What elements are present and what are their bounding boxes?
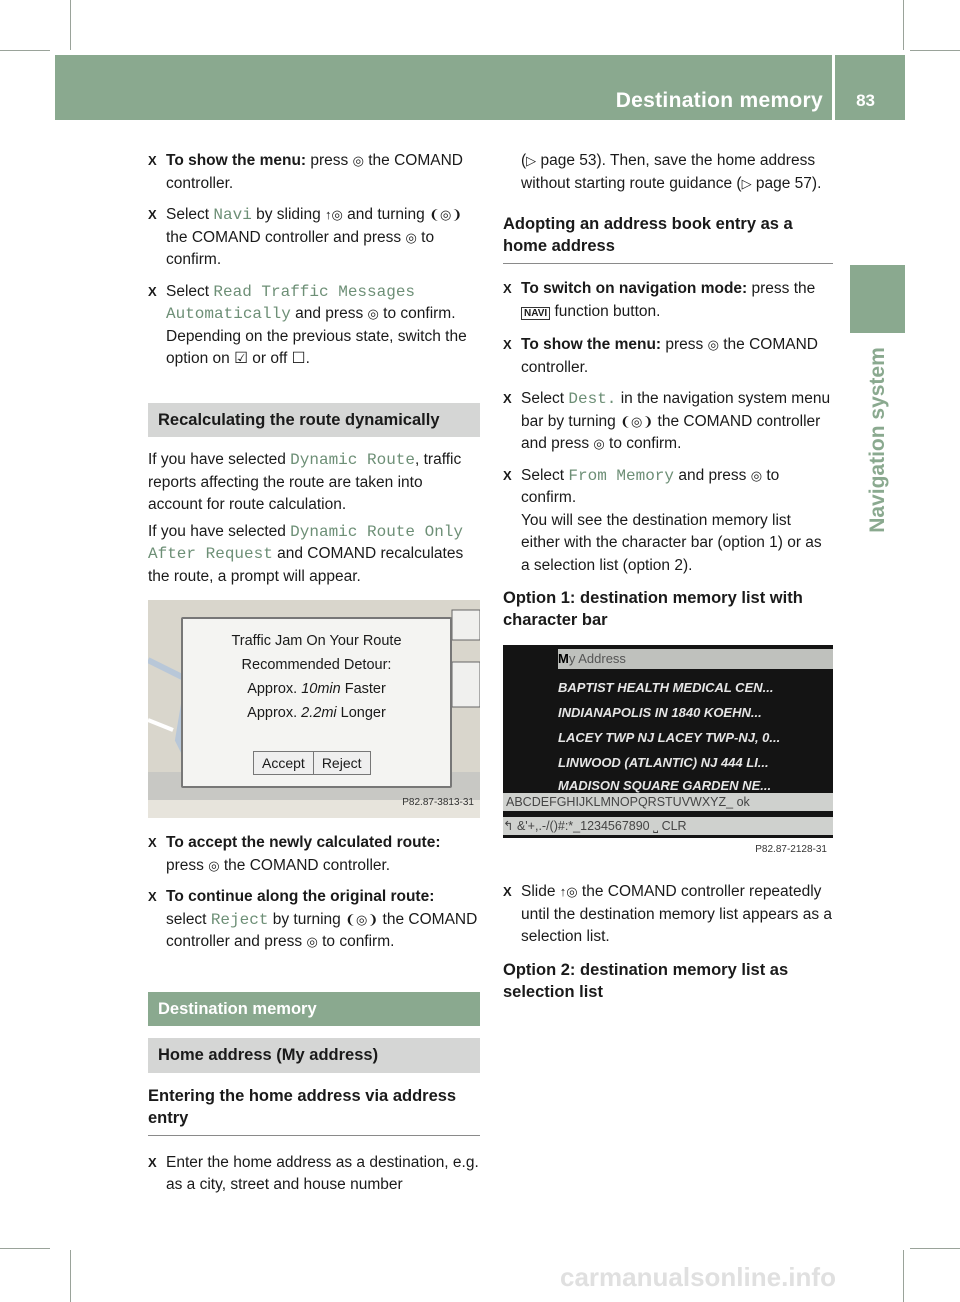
- page-header: [55, 55, 905, 120]
- press-controller-icon: ◎: [593, 436, 605, 451]
- header-divider: [832, 55, 835, 120]
- text: select: [166, 910, 211, 928]
- section-heading-recalc: Recalculating the route dynamically: [148, 403, 480, 438]
- crop-mark: [0, 1248, 50, 1249]
- text: to confirm.: [378, 305, 456, 322]
- step-marker: X: [148, 889, 157, 904]
- text: the COMAND controller.: [521, 336, 818, 376]
- menu-term-navi: Navi: [213, 206, 252, 224]
- step-enter-home: [148, 1152, 480, 1197]
- menu-term-reject: Reject: [210, 910, 269, 929]
- step-label: To switch on navigation mode:: [521, 280, 748, 297]
- character-bar-symbols[interactable]: ↰ &'+,.-/()#:*_1234567890 ⎵ CLR: [503, 817, 833, 835]
- menu-term-dynamic-route-request: Dynamic Route Only After Request: [148, 522, 463, 563]
- paragraph: [148, 449, 480, 517]
- press-controller-icon: ◎: [306, 934, 318, 949]
- text: and turning: [342, 206, 430, 223]
- text: in the navigation system menu bar by turning: [521, 390, 831, 430]
- text: Select: [521, 390, 569, 407]
- text: If you have selected: [148, 451, 291, 468]
- address-field[interactable]: [558, 649, 833, 669]
- figure-caption: P82.87-3813-31: [402, 796, 474, 808]
- step-label: To show the menu:: [166, 152, 307, 169]
- character-bar[interactable]: ABCDEFGHIJKLMNOPQRSTUVWXYZ_ ok: [503, 793, 833, 811]
- text: You will see the destination memory list either with the character bar (option 1) or as a selection list (option 2).: [521, 511, 822, 574]
- right-column: [503, 150, 833, 1011]
- memory-row[interactable]: LINWOOD (ATLANTIC) NJ 444 LI...: [558, 755, 769, 770]
- text: Depending on the previous state, switch the option on: [166, 327, 467, 367]
- dialog-longer: [183, 701, 450, 725]
- step-marker: X: [503, 467, 512, 483]
- step-select-dest: [503, 388, 833, 456]
- press-controller-icon: ◎: [367, 306, 379, 321]
- step-marker: X: [148, 207, 157, 222]
- subheading-adopt: Adopting an address book entry as a home address: [503, 213, 833, 264]
- memory-row[interactable]: BAPTIST HEALTH MEDICAL CEN...: [558, 680, 774, 695]
- press-controller-icon: ◎: [707, 337, 719, 352]
- memory-row[interactable]: MADISON SQUARE GARDEN NE...: [558, 778, 772, 793]
- text: press the: [747, 280, 816, 297]
- subheading-option2: Option 2: destination memory list as selection list: [503, 960, 789, 1001]
- left-column: [148, 150, 480, 1206]
- text: Select: [521, 466, 569, 484]
- step-marker: X: [148, 283, 157, 299]
- crop-mark: [910, 50, 960, 51]
- step-switch-nav: [503, 278, 833, 325]
- text: 2.2mi: [301, 705, 337, 721]
- step-slide: [503, 881, 833, 949]
- memory-row[interactable]: INDIANAPOLIS IN 1840 KOEHN...: [558, 705, 762, 720]
- step-marker: X: [503, 884, 512, 899]
- press-controller-icon: ◎: [208, 857, 220, 873]
- dialog-subtitle: Recommended Detour:: [241, 657, 392, 673]
- crop-mark: [910, 1248, 960, 1249]
- text: to confirm.: [317, 933, 395, 950]
- text: .: [305, 350, 310, 367]
- checkbox-off-icon: ☐: [291, 350, 306, 367]
- turn-controller-icon: ❨◎❩: [345, 911, 379, 927]
- text: by sliding: [251, 206, 326, 223]
- side-tab-block: [850, 265, 905, 333]
- text: the COMAND controller and press: [166, 228, 406, 246]
- step-label: To accept the newly calculated route:: [166, 834, 441, 851]
- text: Faster: [340, 681, 386, 697]
- text: Slide: [521, 883, 560, 900]
- dialog-faster: [183, 677, 450, 701]
- text: page 57).: [751, 174, 822, 192]
- page-ref-icon: ▷: [741, 175, 752, 191]
- text: and COMAND recalculates the route, a prompt will appear.: [148, 545, 464, 585]
- text: y Address: [568, 651, 626, 666]
- slide-controller-icon: ↑◎: [559, 884, 578, 899]
- reject-button[interactable]: Reject: [313, 752, 370, 774]
- text: Enter the home address as a destination, e.g. as a city, street and house number: [166, 1153, 479, 1193]
- text: by turning: [268, 910, 346, 928]
- step-continue-route: [148, 886, 480, 954]
- text: and press: [674, 466, 751, 484]
- text: Select: [166, 206, 214, 223]
- section-heading-destination: Destination memory: [148, 992, 480, 1027]
- text: If you have selected: [148, 522, 291, 540]
- text: Longer: [336, 705, 386, 721]
- text: the COMAND controller repeatedly until the destination memory list appears as a selection list.: [521, 883, 833, 945]
- section-heading-home: Home address (My address): [148, 1038, 480, 1073]
- text: Approx.: [247, 705, 302, 721]
- turn-controller-icon: ❨◎❩: [620, 413, 654, 429]
- traffic-jam-dialog: [181, 617, 452, 788]
- text: function button.: [550, 302, 661, 320]
- text: the COMAND controller.: [166, 152, 463, 192]
- text: and press: [290, 305, 368, 322]
- text: press: [306, 152, 353, 169]
- step-select-memory: [503, 465, 833, 578]
- header-title: Destination memory: [615, 89, 823, 112]
- text: to confirm.: [166, 228, 435, 268]
- figure-traffic-jam: [148, 600, 480, 818]
- memory-row[interactable]: LACEY TWP NJ LACEY TWP-NJ, 0...: [558, 730, 781, 745]
- step-label: To continue along the original route:: [166, 888, 435, 905]
- page-number: 83: [856, 91, 875, 110]
- page-ref-icon: ▷: [526, 153, 537, 168]
- press-controller-icon: ◎: [405, 229, 417, 245]
- menu-term-from-memory: From Memory: [568, 466, 675, 485]
- step-show-menu-2: [503, 334, 833, 379]
- text: Approx.: [247, 681, 302, 697]
- accept-button[interactable]: Accept: [254, 752, 313, 774]
- step-marker: X: [148, 835, 157, 850]
- subheading-entering: Entering the home address via address entry: [148, 1085, 480, 1136]
- side-tab-label: Navigation system: [866, 347, 889, 533]
- subheading-option1: Option 1: destination memory list with character bar: [503, 589, 803, 629]
- step-marker: X: [148, 1154, 157, 1170]
- press-controller-icon: ◎: [352, 153, 364, 168]
- dialog-title: Traffic Jam On Your Route: [231, 633, 402, 649]
- text: the COMAND controller.: [219, 856, 391, 874]
- watermark: carmanualsonline.info: [560, 1262, 836, 1292]
- step-marker: X: [503, 391, 512, 406]
- crop-mark: [70, 0, 71, 50]
- text: M: [558, 651, 569, 666]
- text: or off: [248, 350, 292, 367]
- crop-mark: [903, 1250, 904, 1302]
- crop-mark: [0, 50, 50, 51]
- turn-controller-icon: ❨◎❩: [429, 207, 463, 222]
- menu-term-dynamic-route: Dynamic Route: [290, 451, 415, 469]
- side-tab: [856, 345, 900, 535]
- text: Select: [166, 282, 214, 300]
- figure-memory-list: [503, 645, 833, 865]
- menu-term-read-traffic: Read Traffic Messages Automatically: [166, 282, 416, 323]
- text: 10min: [301, 681, 341, 697]
- text: page 53). Then, save the home address without starting route guidance (: [521, 152, 816, 192]
- text: the COMAND controller and press: [166, 910, 478, 950]
- text: to confirm.: [521, 466, 780, 506]
- step-label: To show the menu:: [521, 336, 662, 353]
- text: press: [661, 336, 708, 353]
- paragraph: [503, 150, 833, 195]
- text: to confirm.: [604, 435, 682, 452]
- step-marker: X: [503, 281, 512, 296]
- menu-term-dest: Dest.: [568, 390, 617, 408]
- navi-key-icon: NAVI: [521, 307, 550, 320]
- step-accept-route: [148, 832, 480, 877]
- text: (: [521, 152, 527, 169]
- slide-controller-icon: ↑◎: [325, 207, 343, 222]
- crop-mark: [70, 1250, 71, 1302]
- crop-mark: [903, 0, 904, 50]
- step-show-menu: [148, 150, 480, 195]
- text: , traffic reports affecting the route are taken into account for route calculation.: [148, 451, 462, 513]
- checkbox-on-icon: ☑: [234, 350, 248, 367]
- text: the COMAND controller and press: [521, 412, 821, 452]
- step-select-read-traffic: [148, 281, 480, 371]
- dialog-buttons: [253, 751, 371, 775]
- paragraph: [148, 521, 480, 589]
- step-select-navi: [148, 204, 480, 272]
- text: press: [166, 856, 209, 874]
- step-marker: X: [503, 337, 512, 352]
- figure-caption: P82.87-2128-31: [755, 843, 827, 855]
- step-marker: X: [148, 153, 157, 168]
- press-controller-icon: ◎: [750, 467, 763, 483]
- memory-screen: [503, 645, 833, 838]
